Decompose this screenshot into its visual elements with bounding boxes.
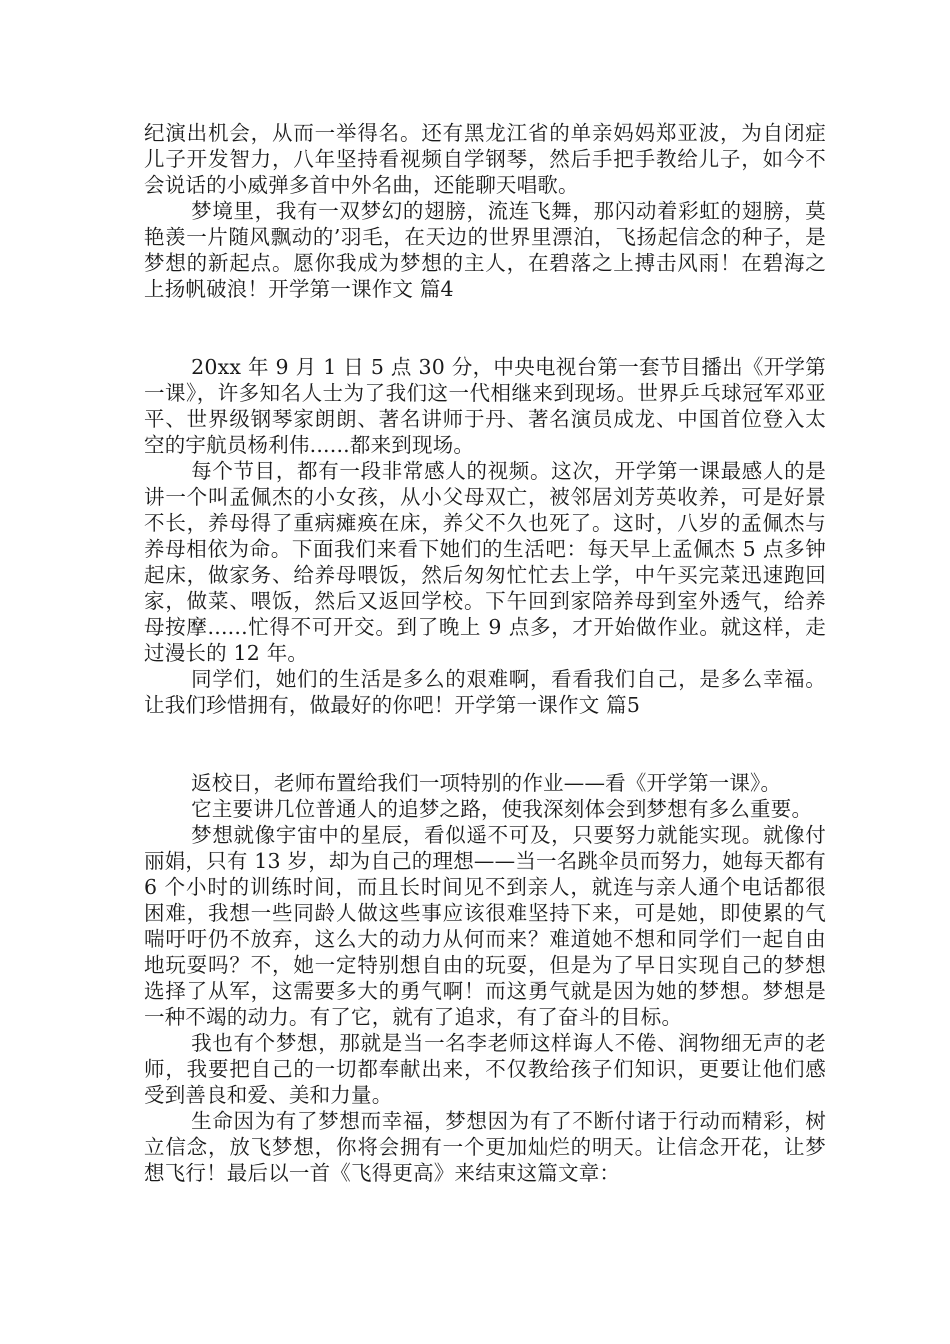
paragraph-2: 梦境里，我有一双梦幻的翅膀，流连飞舞，那闪动着彩虹的翅膀，莫艳羡一片随风飘动的’羽毛，在天边的世界里漂泊，飞扬起信念的种子，是梦想的新起点。愿你我成为梦想的主人，在碧落之上搏击风雨！在碧海之上扬帆破浪！开学第一课作文 篇4 — [144, 199, 826, 301]
paragraph-3: 20xx 年 9 月 1 日 5 点 30 分，中央电视台第一套节目播出《开学第一课》，许多知名人士为了我们这一代相继来到现场。世界乒乓球冠军邓亚平、世界级钢琴家朗朗、著名讲师于丹、著名演员成龙、中国首位登入太空的宇航员杨利伟......都来到现场。 — [144, 355, 826, 457]
paragraph-10: 生命因为有了梦想而幸福，梦想因为有了不断付诸于行动而精彩，树立信念，放飞梦想，你将会拥有一个更加灿烂的明天。让信念开花，让梦想飞行！最后以一首《飞得更高》来结束这篇文章： — [144, 1109, 826, 1185]
document-page — [144, 120, 826, 1186]
paragraph-5: 同学们，她们的生活是多么的艰难啊，看看我们自己，是多么幸福。让我们珍惜拥有，做最好的你吧！开学第一课作文 篇5 — [144, 667, 826, 717]
paragraph-6: 返校日，老师布置给我们一项特别的作业——看《开学第一课》。 — [191, 771, 782, 795]
paragraph-1: 纪演出机会，从而一举得名。还有黑龙江省的单亲妈妈郑亚波，为自闭症儿子开发智力，八年坚持看视频自学钢琴，然后手把手教给儿子，如今不会说话的小威弹多首中外名曲，还能聊天唱歌。 — [144, 121, 826, 197]
paragraph-4: 每个节目，都有一段非常感人的视频。这次，开学第一课最感人的是讲一个叫孟佩杰的小女孩，从小父母双亡，被邻居刘芳英收养，可是好景不长，养母得了重病瘫痪在床，养父不久也死了。这时，八岁的孟佩杰与养母相依为命。下面我们来看下她们的生活吧：每天早上孟佩杰 5 点多钟起床，做家务、给养母喂饭，然后匆匆忙忙去上学，中午买完菜迅速跑回家，做菜、喂饭，然后又返回学校。下午回到家陪养母到室外透气，给养母按摩......忙得不可开交。到了晚上 9 点多，才开始做作业。就这样，走过漫长的 12 年。 — [144, 459, 826, 665]
section-gap — [144, 302, 826, 354]
section-gap — [144, 718, 826, 770]
paragraph-9: 我也有个梦想，那就是当一名李老师这样诲人不倦、润物细无声的老师，我要把自己的一切都奉献出来，不仅教给孩子们知识，更要让他们感受到善良和爱、美和力量。 — [144, 1031, 826, 1107]
paragraph-7: 它主要讲几位普通人的追梦之路，使我深刻体会到梦想有多么重要。 — [191, 797, 813, 821]
paragraph-8: 梦想就像宇宙中的星辰，看似遥不可及，只要努力就能实现。就像付丽娟，只有 13 岁，却为自己的理想——当一名跳伞员而努力，她每天都有 6 个小时的训练时间，而且长时间见不到亲人，就连与亲人通个电话都很困难，我想一些同龄人做这些事应该很难坚持下来，可是她，即使累的气喘吁吁仍不放弃，这么大的动力从何而来？难道她不想和同学们一起自由地玩耍吗？不，她一定特别想自由的玩耍，但是为了早日实现自己的梦想选择了从军，这需要多大的勇气啊！而这勇气就是因为她的梦想。梦想是一种不竭的动力。有了它，就有了追求，有了奋斗的目标。 — [144, 823, 826, 1029]
